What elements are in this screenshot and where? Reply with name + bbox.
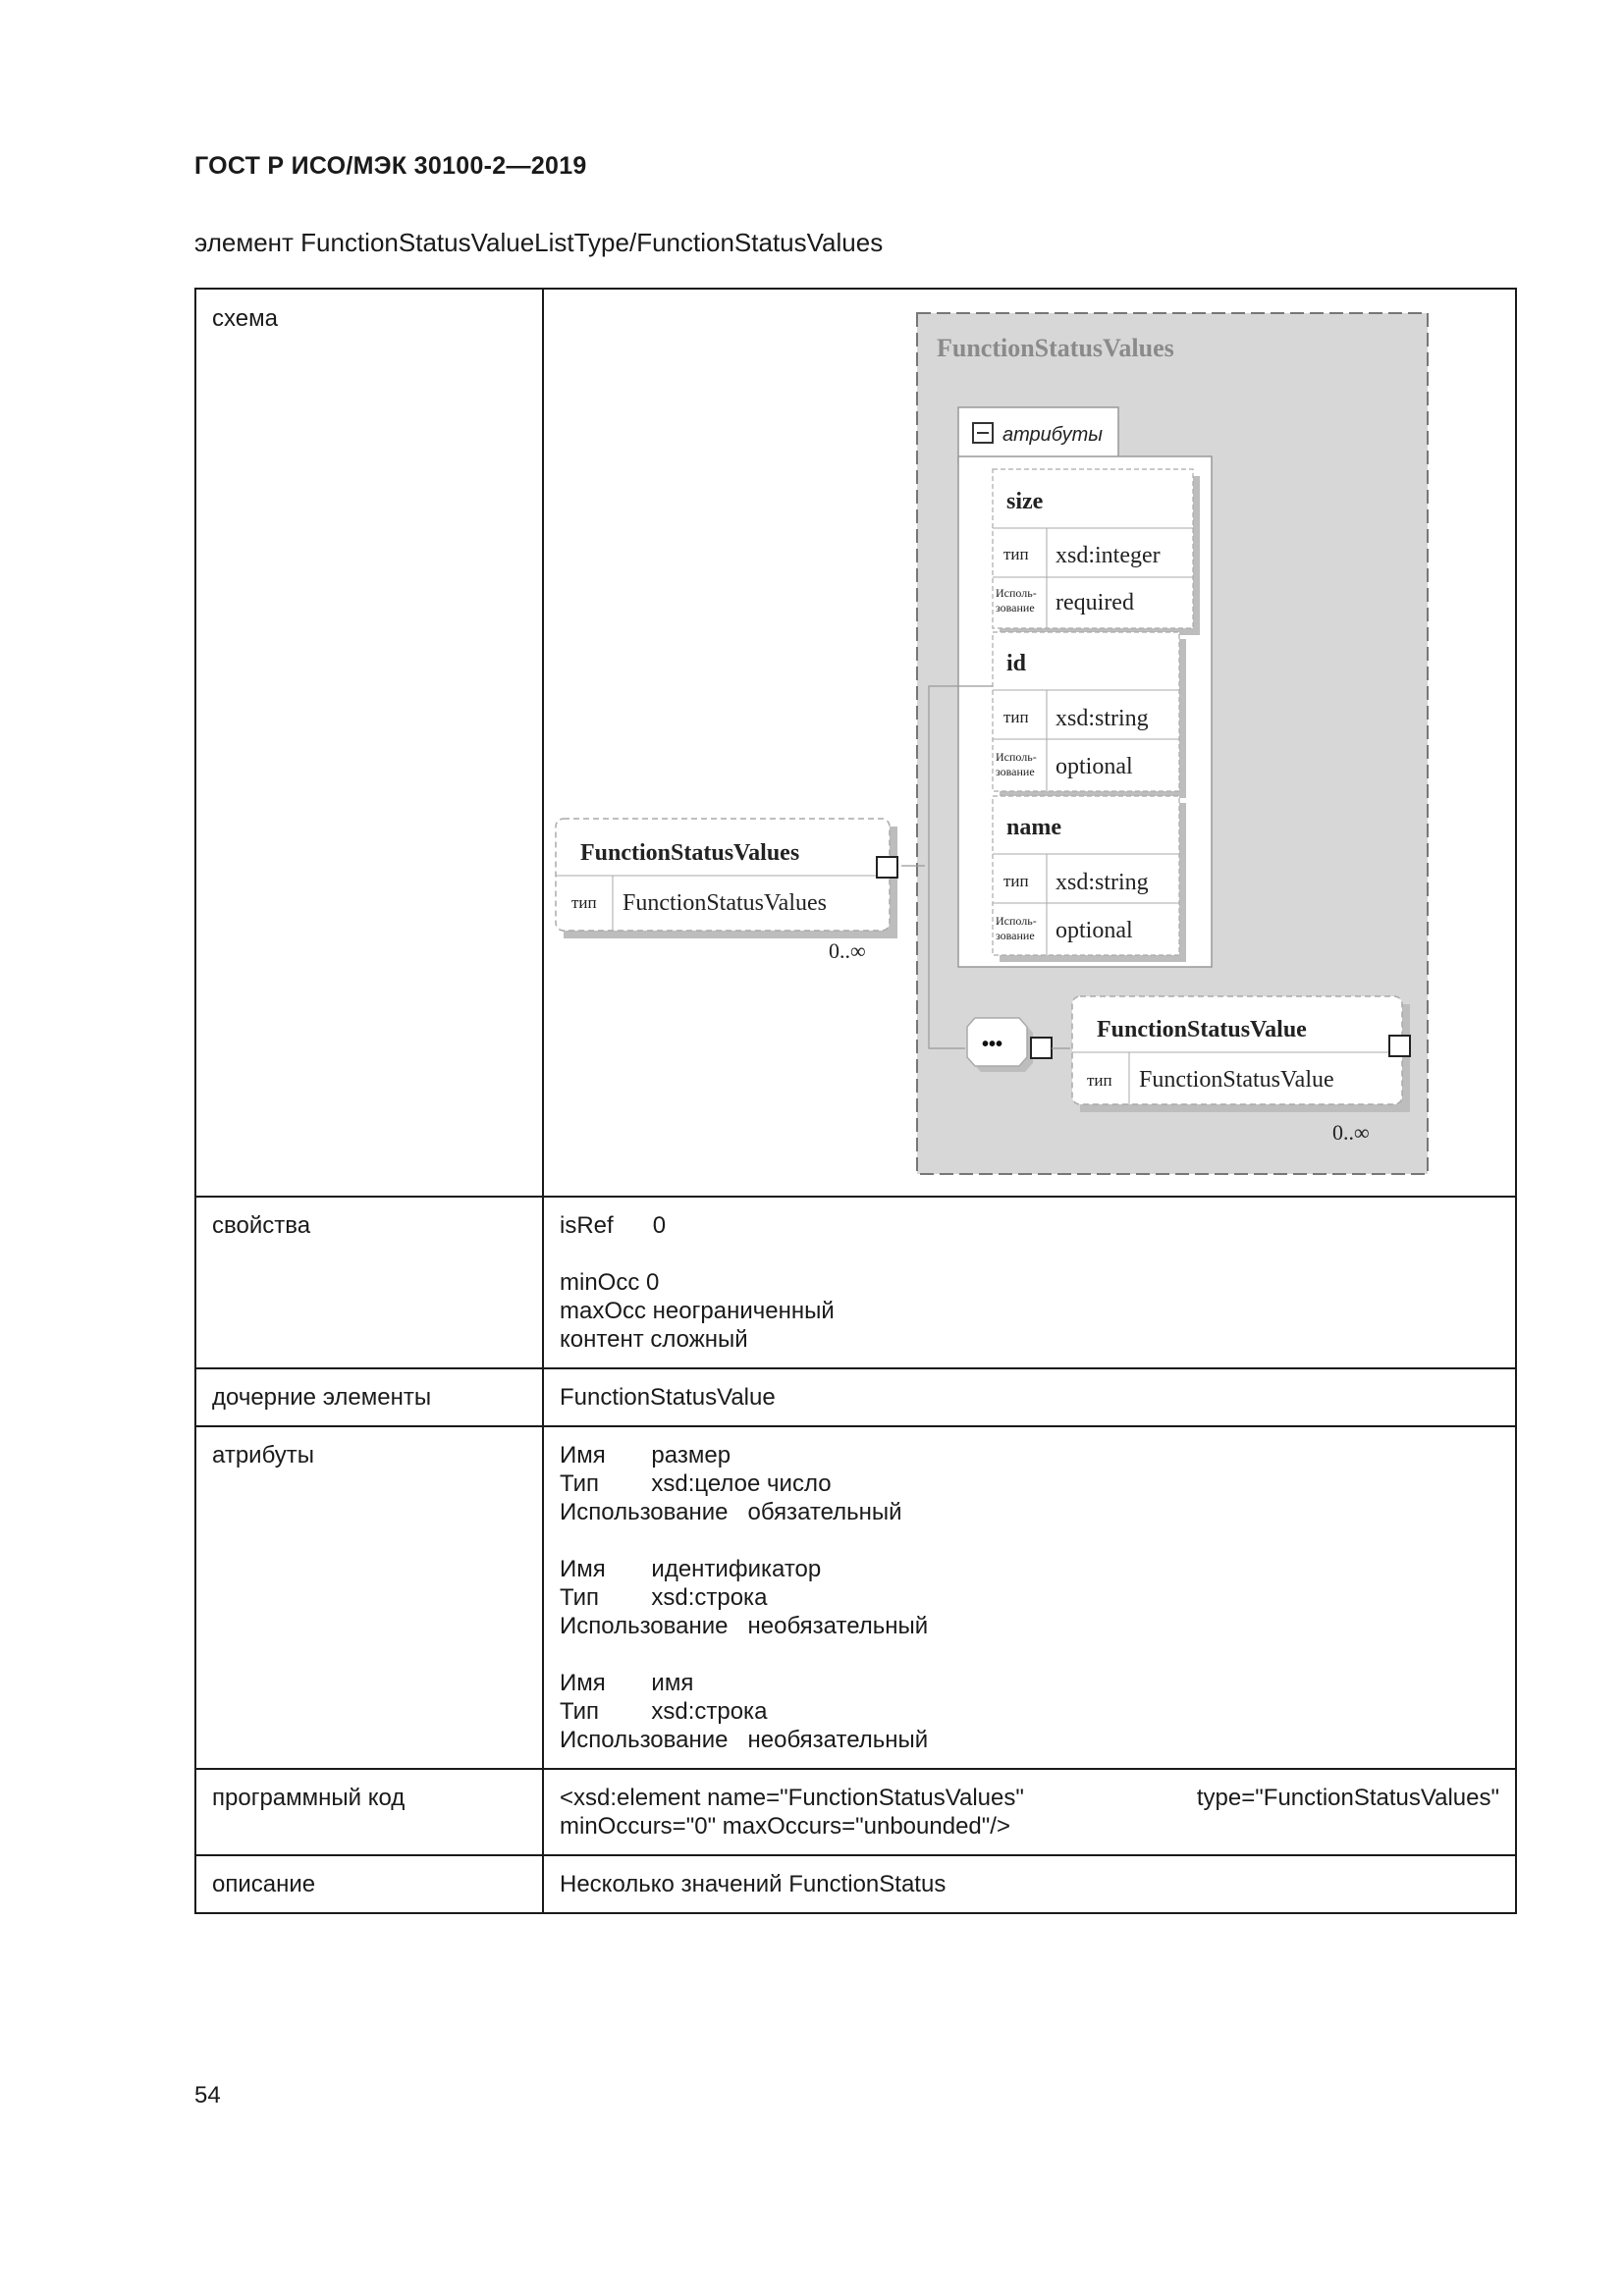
usage-label-1: Исполь- xyxy=(996,586,1037,600)
attribute-usage: required xyxy=(1056,590,1134,615)
description-label: описание xyxy=(195,1855,543,1913)
properties-label: свойства xyxy=(195,1197,543,1368)
usage-label-2: зование xyxy=(996,601,1035,614)
spec-table xyxy=(194,288,1517,1914)
container-title: FunctionStatusValues xyxy=(937,334,1174,362)
code-part-2: type="FunctionStatusValues" xyxy=(1196,1785,1499,1811)
document-header: ГОСТ Р ИСО/МЭК 30100-2—2019 xyxy=(194,152,587,180)
attribute-name: name xyxy=(1006,815,1061,840)
isref-line: isRef 0 xyxy=(560,1212,667,1239)
code-line-2: minOccurs="0" maxOccurs="unbounded"/> xyxy=(560,1813,1010,1840)
child-element-name: FunctionStatusValue xyxy=(1097,1017,1307,1042)
attr-id-name: Имя идентификатор xyxy=(560,1556,822,1582)
child-element-occurs: 0..∞ xyxy=(1332,1120,1370,1145)
code-line-1 xyxy=(560,1784,1499,1812)
type-label: тип xyxy=(1087,1071,1112,1090)
usage-label-1: Исполь- xyxy=(996,750,1037,764)
root-element-occurs: 0..∞ xyxy=(829,938,866,963)
sequence-icon: ••• xyxy=(982,1034,1003,1055)
element-title: элемент FunctionStatusValueListType/FunctionStatusValues xyxy=(194,228,884,257)
attr-id-usage: Использование необязательный xyxy=(560,1613,929,1639)
schema-diagram xyxy=(544,290,1519,1198)
children-row xyxy=(195,1368,1516,1426)
attr-size-usage: Использование обязательный xyxy=(560,1499,902,1525)
child-element-type: FunctionStatusValue xyxy=(1139,1067,1334,1093)
root-element xyxy=(556,819,897,963)
description-row xyxy=(195,1855,1516,1913)
attributes-value xyxy=(543,1426,1516,1769)
content-line: контент сложный xyxy=(560,1326,748,1353)
children-label: дочерние элементы xyxy=(195,1368,543,1426)
attribute-name: id xyxy=(1006,651,1027,676)
minocc-line: minOcc 0 xyxy=(560,1269,660,1296)
root-element-type: FunctionStatusValues xyxy=(623,890,827,916)
attribute-type: xsd:string xyxy=(1056,706,1149,731)
type-label: тип xyxy=(571,893,597,912)
code-value xyxy=(543,1769,1516,1855)
properties-row xyxy=(195,1197,1516,1368)
attr-name-type: Тип xsd:строка xyxy=(560,1698,768,1725)
attribute-type: xsd:integer xyxy=(1056,543,1161,568)
attribute-name: size xyxy=(1006,489,1044,514)
type-label: тип xyxy=(1003,545,1029,563)
children-value: FunctionStatusValue xyxy=(543,1368,1516,1426)
attribute-type: xsd:string xyxy=(1056,870,1149,895)
expand-icon[interactable] xyxy=(877,857,897,878)
attributes-row xyxy=(195,1426,1516,1769)
attr-name-name: Имя имя xyxy=(560,1670,694,1696)
schema-cell xyxy=(543,289,1516,1197)
attributes-tab-label: атрибуты xyxy=(1002,424,1103,446)
schema-label: схема xyxy=(195,289,543,1197)
expand-icon[interactable] xyxy=(1389,1036,1410,1056)
attr-name-usage: Использование необязательный xyxy=(560,1727,929,1753)
attribute-size xyxy=(993,469,1200,635)
attribute-usage: optional xyxy=(1056,918,1133,943)
code-label: программный код xyxy=(195,1769,543,1855)
attr-size-name: Имя размер xyxy=(560,1442,731,1468)
schema-row xyxy=(195,289,1516,1197)
code-part-1: <xsd:element name="FunctionStatusValues" xyxy=(560,1785,1024,1811)
attribute-usage: optional xyxy=(1056,754,1133,779)
code-row xyxy=(195,1769,1516,1855)
description-value: Несколько значений FunctionStatus xyxy=(543,1855,1516,1913)
attribute-id xyxy=(993,632,1186,798)
usage-label-2: зование xyxy=(996,929,1035,942)
expand-icon[interactable] xyxy=(1031,1038,1052,1058)
attr-size-type: Тип xsd:целое число xyxy=(560,1470,832,1497)
usage-label-2: зование xyxy=(996,765,1035,778)
attr-id-type: Тип xsd:строка xyxy=(560,1584,768,1611)
maxocc-line: maxOcc неограниченный xyxy=(560,1298,835,1324)
attributes-label: атрибуты xyxy=(195,1426,543,1769)
type-label: тип xyxy=(1003,872,1029,890)
usage-label-1: Исполь- xyxy=(996,914,1037,928)
page-number: 54 xyxy=(194,2082,221,2109)
root-element-name: FunctionStatusValues xyxy=(580,840,800,866)
type-label: тип xyxy=(1003,708,1029,726)
properties-value xyxy=(543,1197,1516,1368)
attribute-name-box xyxy=(993,796,1186,962)
